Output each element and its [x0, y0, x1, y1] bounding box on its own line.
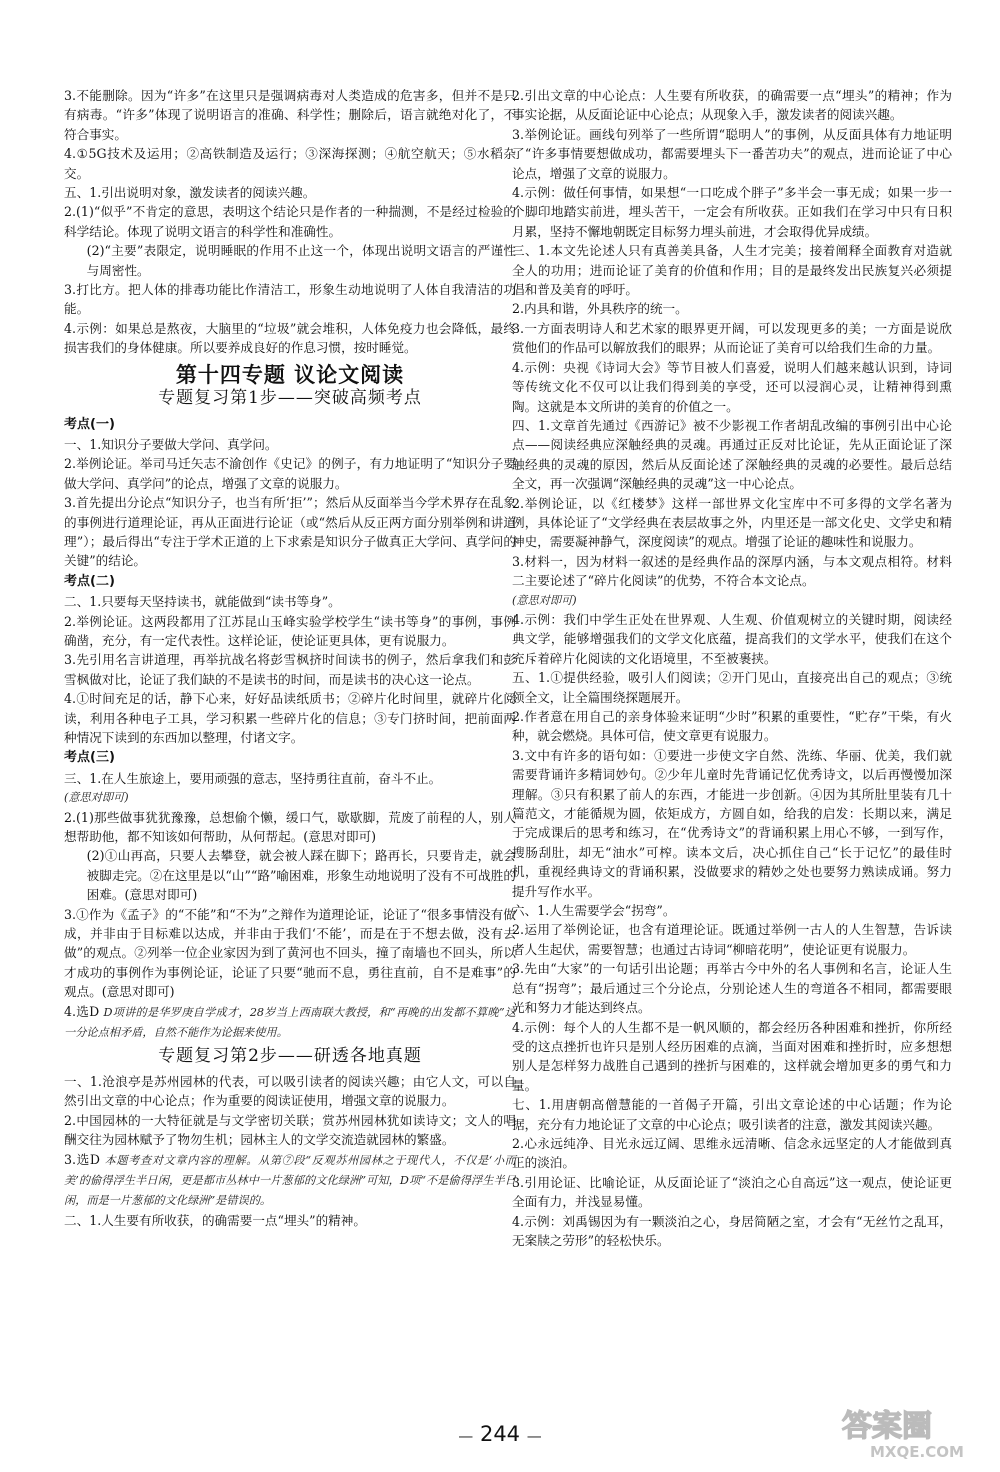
- answer-item: 3.首先提出分论点“知识分子，也当有所‘拒’”；然后从反面举当今学术界存在乱象的事例进行道理论证，再从正面进行论证（或“然后从反正两方面分别举例和讲道理”）；最后得出“专注于学术正道的上下求索是知识分子做真正大学问、真学问的关键”的结论。: [64, 495, 516, 569]
- answer-item: 一、1.沧浪亭是苏州园林的代表，可以吸引读者的阅读兴趣；由它人文，可以自然引出文章的中心论点；作为重要的阅读证使用，增强文章的说服力。: [64, 1073, 516, 1109]
- answer-item: 3.一方面表明诗人和艺术家的眼界更开阔，可以发现更多的美；一方面是说欣赏他们的作品可以解放我们的眼界；从而论证了美育可以给我们生命的力量。: [512, 320, 952, 356]
- kaodian-3-answers-continued: [64, 808, 516, 1002]
- kaodian-2-label: 考点(二): [64, 573, 115, 589]
- watermark-url: MXQE.COM: [870, 1443, 964, 1461]
- answer-item: 3.不能删除。因为“许多”在这里只是强调病毒对人类造成的危害多，但并不是只有病毒。“许多”体现了说明语言的准确、科学性；删除后，语言就绝对化了，不符合事实。: [64, 88, 516, 142]
- right-answers-part-2: [512, 610, 952, 1250]
- kaodian-1-label: 考点(一): [64, 416, 115, 432]
- answer-explanation: 本题考查对文章内容的理解。从第⑦段“反观苏州园林之于现代人，不仅是‘小而美’的偷得浮生半日闲，更是都市丛林中一片葱郁的文化绿洲”可知，D项“不是偷得浮生半日闲，而是一片葱郁的文化绿洲”是错误的。: [64, 1153, 516, 1208]
- left-top-answers: [64, 86, 516, 358]
- answer-item: 四、1.文章首先通过《西游记》被不少影视工作者胡乱改编的事例引出中心论点——阅读经典应深触经典的灵魂。再通过正反对比论证，先从正面论证了深触经典的灵魂的原因，然后从反面论述了深触经典的灵魂的必要性。最后总结全文，再一次强调“深触经典的灵魂”这一中心论点。: [512, 417, 952, 492]
- watermark-main-text: 答案圈: [842, 1409, 932, 1444]
- answer-item: 2.运用了举例论证，也含有道理论证。既通过举例一古人的人生智慧，告诉读者人生起伏，需要智慧；也通过古诗词“柳暗花明”，使论证更有说服力。: [512, 922, 952, 957]
- answer-item: 4.示例：我们中学生正处在世界观、人生观、价值观树立的关键时期，阅读经典文学，能够增强我们的文学文化底蕴，提高我们的文学水平，使我们在这个充斥着碎片化阅读的文化语境里，不至被裹挟。: [512, 611, 952, 666]
- answer-item: [64, 1150, 516, 1211]
- answer-item: 4.①5G技术及运用；②高铁制造及运行；③深海探测；④航空航天；⑤水稻杂交。: [64, 146, 516, 181]
- answer-item: 3.引用论证、比喻论证，从反面论证了“淡泊之心自高远”这一观点，使论证更全面有力，并浅显易懂。: [512, 1174, 952, 1210]
- answer-item: 2.(1)那些做事犹犹豫豫，总想偷个懒，缓口气，歇歇脚，荒废了前程的人，别人想帮助他，都不知该如何帮助，从何帮起。(意思对即可): [64, 809, 516, 845]
- subheading-step-2: 专题复习第2步——研透各地真题: [158, 1045, 422, 1066]
- answer-item: 三、1.在人生旅途上，要用顽强的意志，坚持勇往直前，奋斗不止。: [64, 770, 442, 786]
- answer-item: 一、1.知识分子要做大学问、真学问。: [64, 436, 278, 452]
- kaodian-3-answers: [64, 769, 516, 788]
- answer-choice: 4.选D: [64, 1003, 100, 1019]
- answer-item: 六、1.人生需要学会“拐弯”。: [512, 903, 676, 919]
- answer-item: 4.示例：央视《诗词大会》等节目被人们喜爱，说明人们越来越认识到，诗词等传统文化不仅可以让我们得到美的享受，还可以浸润心灵，让精神得到熏陶。这就是本文所讲的美育的价值之一。: [512, 359, 952, 414]
- answer-item: 3.打比方。把人体的排毒功能比作清洁工，形象生动地说明了人体自我清洁的功能。: [64, 282, 516, 317]
- answer-item: 二、1.人生要有所收获，的确需要一点“埋头”的精神。: [64, 1212, 366, 1228]
- answer-note: (意思对即可): [64, 791, 129, 805]
- answer-item: 2.作者意在用自己的亲身体验来证明“少时”积累的重要性，“贮存”干柴，有火种，就会燃烧。具体可信，使文章更有说服力。: [512, 709, 952, 744]
- page-number: — 244 —: [458, 1422, 542, 1446]
- answer-item: 二、1.只要每天坚持读书，就能做到“读书等身”。: [64, 594, 341, 610]
- answer-explanation: D项讲的是华罗庚自学成才，28岁当上西南联大教授，和“再晚的出发都不算晚”这一分论点相矛盾，自然不能作为论据来使用。: [64, 1005, 516, 1040]
- answer-item: (2)“主要”表限定，说明睡眠的作用不止这一个，体现出说明文语言的严谨性与周密性。: [86, 243, 516, 278]
- kaodian-1-answers: [64, 435, 516, 571]
- answer-item: 2.(1)“似乎”不肯定的意思，表明这个结论只是作者的一种揣测，不是经过检验的科学结论。体现了说明文语言的科学性和准确性。: [64, 204, 516, 239]
- answer-item: 三、1.本文先论述人只有真善美具备，人生才完美；接着阐释全面教育对造就全人的功用；进而论证了美育的价值和作用；目的是最终发出民族复兴必须提倡和普及美育的呼吁。: [512, 243, 952, 298]
- answer-item: 3.先由“大家”的一句话引出论题；再举古今中外的名人事例和名言，论证人生总有“拐弯”；最后通过三个分论点，分别论述人生的弯道各不相同，都需要眼光和努力才能达到终点。: [512, 961, 952, 1016]
- answer-item: 4.示例：每个人的人生都不是一帆风顺的，都会经历各种困难和挫折，你所经受的这点挫折也许只是别人经历困难的点滴，当面对困难和挫折时，应多想想别人是怎样努力战胜自己遇到的挫折与困难的，这样就会增加更多的勇气和力量。: [512, 1019, 952, 1093]
- answer-item: 2.举例论证，以《红楼梦》这样一部世界文化宝库中不可多得的文学名著为例，具体论证了“文学经典在表层故事之外，内里还是一部文化史、文学史和精神史，需要凝神静气，深度阅读”的观点。增强了论证的趣味性和说服力。: [512, 495, 952, 550]
- answer-item: 3.材料一，因为材料一叙述的是经典作品的深厚内涵，与本文观点相符。材料二主要论述了“碎片化阅读”的优势，不符合本文论点。: [512, 553, 952, 589]
- answer-item: 4.①时间充足的话，静下心来，好好品读纸质书；②碎片化时间里，就碎片化阅读，利用各种电子工具，学习积累一些碎片化的信息；③专门挤时间，把前面两种情况下读到的东西加以整理，付诸文字。: [64, 691, 516, 745]
- answer-item: 五、1.引出说明对象，激发读者的阅读兴趣。: [64, 185, 316, 201]
- kaodian-3-label: 考点(三): [64, 750, 115, 766]
- subheading-step-1: 专题复习第1步——突破高频考点: [158, 388, 422, 409]
- answer-item: 五、1.①提供经验，吸引人们阅读；②开门见山，直接亮出自己的观点；③统领全文，让全篇围绕探题展开。: [512, 670, 952, 705]
- answer-item: 2.中国园林的一大特征就是与文学密切关联；赏苏州园林犹如读诗文；文人的唱酬交往为园林赋予了物勿生机；园林主人的文学交流造就园林的繁盛。: [64, 1112, 516, 1148]
- kaodian-2-answers: [64, 592, 516, 747]
- answer-item: [64, 1002, 516, 1043]
- answer-item: 4.示例：如果总是熬夜，大脑里的“垃圾”就会堆积，人体免疫力也会降低，最终损害我们的身体健康。所以要养成良好的作息习惯，按时睡觉。: [64, 320, 516, 356]
- answer-item: 3.文中有许多的语句如：①要进一步使文字自然、洗练、华丽、优美，我们就需要背诵许多精词妙句。②少年儿童时先背诵记忆优秀诗文，以后再慢慢加深理解。③只有积累了前人的东西，才能进一步创新。④因为其所肚里装有几十篇范文，才能循规为圆，依矩成方，方圆自如，给我的启发：长期以来，满足于完成课后的思考和练习，在“优秀诗文”的背诵积累上用心不够，一到写作，搜肠刮肚，却无“油水”可榨。读本文后，决心抓住自己“长于记忆”的最佳时机，重视经典诗文的背诵积累，没做要求的精妙之处也要努力熟读成诵。努力提升写作水平。: [512, 747, 952, 899]
- answer-item: 2.引出文章的中心论点：人生要有所收获，的确需要一点“埋头”的精神；作为事实论据，从反面论证中心论点；从现象入手，激发读者的阅读兴趣。: [512, 88, 952, 123]
- answer-note: (意思对即可): [512, 593, 577, 607]
- left-column: [64, 86, 516, 1230]
- answer-item: (2)①山再高，只要人去攀登，就会被人踩在脚下；路再长，只要肯走，就会被脚走完。②在这里是以“山”“路”喻困难，形象生动地说明了没有不可战胜的困难。(意思对即可): [86, 848, 516, 903]
- answer-item: 4.示例：刘禹锡因为有一颗淡泊之心，身居简陋之室，才会有“无丝竹之乱耳，无案牍之劳形”的轻松快乐。: [512, 1213, 952, 1248]
- answer-item: 2.内具和谐，外具秩序的统一。: [512, 301, 688, 317]
- answer-item: 3.①作为《孟子》的“不能”和“不为”之辩作为道理论证，论证了“很多事情没有做成，并非由于目标难以达成，并非由于我们‘不能’，而是在于不想去做，没有去做”的观点。②列举一位企业家因为到了黄河也不回头，撞了南墙也不回头，所以才成功的事例作为事例论证，论证了只要“驰而不息，勇往直前，自不是难事”的观点。(意思对即可): [64, 906, 516, 1000]
- page-number-value: 244: [479, 1422, 521, 1446]
- answer-item: 4.示例：做任何事情，如果想“一口吃成个胖子”多半会一事无成；如果一步一个脚印地踏实前进，埋头苦干，一定会有所收获。正如我们在学习中只有日积月累，坚持不懈地朝既定目标努力埋头前进，才会取得优异成绩。: [512, 185, 952, 239]
- answer-item: 2.心永远纯净、目光永远辽阔、思维永远清晰、信念永远坚定的人才能做到真正的淡泊。: [512, 1135, 952, 1171]
- answer-item: 3.举例论证。画线句列举了一些所谓“聪明人”的事例，从反面具体有力地证明了“许多事情要想做成功，都需要埋头下一番苦功夫”的观点，进而论证了中心论点，增强了文章的说服力。: [512, 126, 952, 181]
- step-2-answers: [64, 1072, 516, 1150]
- watermark-logo: [836, 1404, 986, 1462]
- right-answers-part-1: [512, 86, 952, 591]
- answer-item: 七、1.用唐朝高僧慧能的一首偈子开篇，引出文章论述的中心话题；作为论据，充分有力地论证了文章的中心论点；吸引读者的注意，激发其阅读兴趣。: [512, 1097, 952, 1132]
- section-heading: 第十四专题 议论文阅读: [175, 362, 405, 387]
- answer-item: 2.举例论证。举司马迁矢志不渝创作《史记》的例子，有力地证明了“知识分子要做大学问、真学问”的论点，增强了文章的说服力。: [64, 456, 516, 491]
- answer-choice: 3.选D: [64, 1151, 100, 1167]
- answer-item: 3.先引用名言讲道理，再举抗战名将彭雪枫挤时间读书的例子，然后拿我们和彭雪枫做对比，论证了我们缺的不是读书的时间，而是读书的决心这一论点。: [64, 652, 516, 687]
- right-column: [512, 86, 952, 1250]
- answer-item: 2.举例论证。这两段都用了江苏昆山玉峰实验学校学生“读书等身”的事例，事例确凿，充分，有一定代表性。这样论证，使论证更具体，更有说服力。: [64, 613, 516, 648]
